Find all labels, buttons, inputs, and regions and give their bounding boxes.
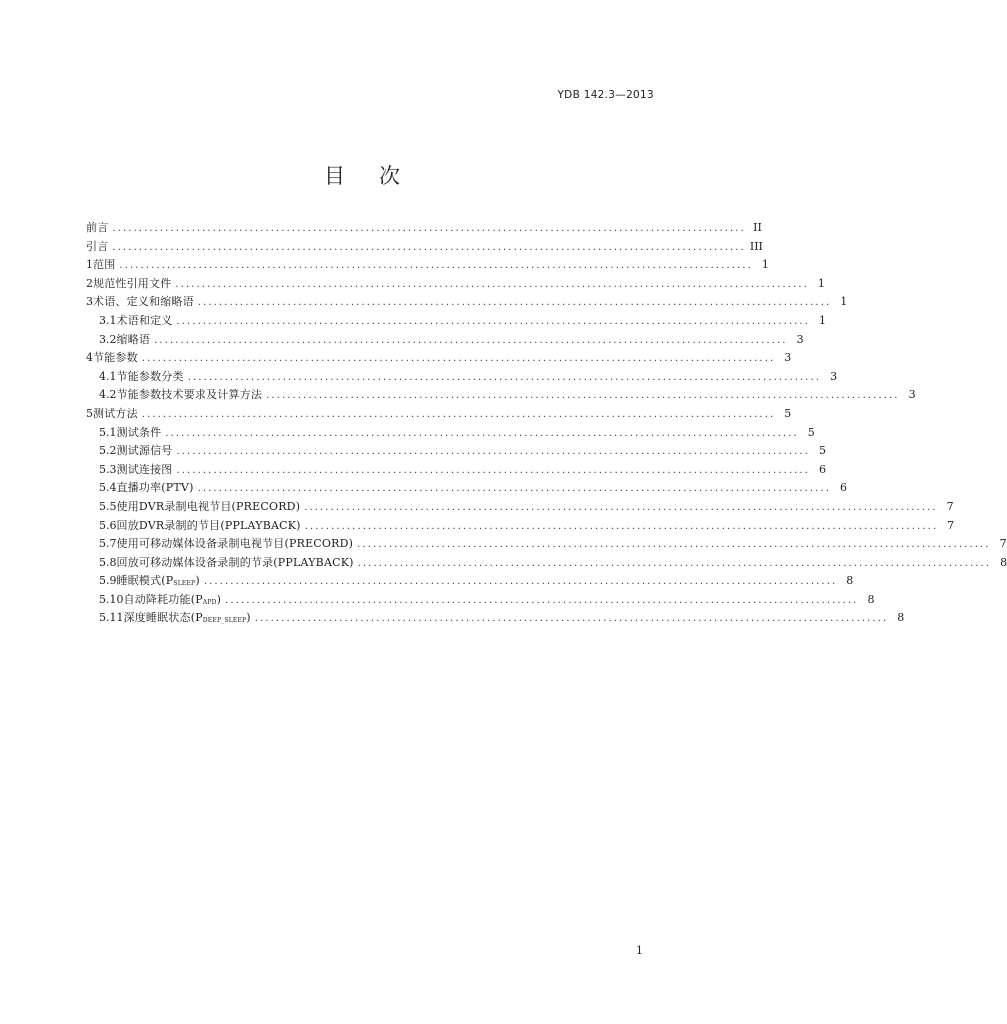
toc-entry-page: 8	[867, 592, 875, 606]
toc-leader-dots: ........................................................................................................................	[203, 576, 838, 588]
toc-entry-page: 5	[784, 406, 792, 420]
toc-entry-label-text: 直播功率(PTV)	[116, 481, 194, 495]
toc-entry-number: 2	[86, 276, 93, 290]
toc-entry[interactable]	[86, 535, 1007, 554]
toc-entry-page: 6	[818, 462, 826, 476]
toc-entry-page: 8	[1000, 555, 1007, 569]
toc-leader-dots: ........................................................................................................................	[176, 315, 810, 327]
toc-entry-label-text: 测试源信号	[116, 444, 173, 458]
toc-entry-page: 7	[947, 518, 955, 532]
toc-entry-number: 3.2	[99, 332, 117, 346]
toc-leader-dots: ........................................................................................................................	[254, 613, 889, 625]
toc-leader-dots: ........................................................................................................................	[141, 408, 776, 420]
title-char-2: 次	[379, 164, 400, 188]
toc-entry[interactable]	[86, 554, 1007, 573]
toc-leader-dots: ........................................................................................................................	[112, 241, 746, 253]
toc-entry-label	[117, 424, 162, 443]
toc-entry-label	[117, 331, 151, 350]
toc-entry-label-text: 测试方法	[93, 406, 138, 420]
toc-entry-label	[117, 368, 184, 387]
toc-entry-label-text: 节能参数分类	[116, 369, 184, 383]
toc-entry-label	[93, 405, 138, 424]
title-char-1: 目	[324, 164, 345, 188]
toc-entry[interactable]	[86, 219, 762, 238]
page-number: 1	[636, 944, 643, 957]
toc-entry-page: 8	[846, 574, 854, 588]
toc-entry[interactable]	[86, 461, 826, 480]
toc-entry-label-text: 使用DVR录制电视节目(PRECORD)	[116, 499, 301, 513]
toc-entry[interactable]	[86, 498, 954, 517]
toc-entry-label-text: 使用可移动媒体设备录制电视节目(PRECORD)	[116, 537, 354, 551]
toc-leader-dots: ........................................................................................................................	[187, 371, 822, 383]
toc-leader-dots: ........................................................................................................................	[304, 501, 938, 513]
toc-entry[interactable]	[86, 238, 763, 257]
toc-entry-label-text: 缩略语	[116, 332, 151, 346]
toc-entry-label	[117, 535, 354, 554]
toc-entry[interactable]	[86, 256, 769, 275]
toc-entry-page: 8	[897, 611, 905, 625]
toc-entry-number: 5.2	[99, 444, 117, 458]
toc-entry-number: 3.1	[99, 313, 117, 327]
toc-entry-label-text: 规范性引用文件	[93, 276, 172, 290]
toc-entry-page: III	[749, 239, 763, 253]
toc-entry-page: 5	[818, 444, 826, 458]
toc-entry-label	[117, 386, 263, 405]
toc-entry-number: 5.5	[99, 499, 117, 513]
toc-entry-number: 5.6	[99, 518, 117, 532]
toc-leader-dots: ........................................................................................................................	[141, 353, 776, 365]
toc-leader-dots: ........................................................................................................................	[266, 390, 900, 402]
toc-entry-number: 5.4	[99, 481, 117, 495]
toc-entry[interactable]	[86, 424, 815, 443]
toc-entry-page: 3	[796, 332, 804, 346]
toc-entry-label	[117, 498, 301, 517]
toc-entry-label	[93, 349, 138, 368]
toc-entry-subscript: DEEP_SLEEP	[202, 617, 247, 625]
toc-entry-suffix: )	[195, 574, 200, 588]
toc-entry-label-text: 深度睡眠状态(P	[123, 611, 203, 625]
toc-entry[interactable]	[86, 517, 955, 536]
toc-entry-number: 4.1	[99, 369, 117, 383]
toc-entry-label	[117, 461, 173, 480]
toc-entry[interactable]	[86, 572, 854, 591]
toc-entry-label-text: 自动降耗功能(P	[123, 592, 203, 606]
toc-entry-page: 7	[946, 499, 954, 513]
toc-entry-label-text: 回放DVR录制的节目(PPLAYBACK)	[116, 518, 301, 532]
toc-entry[interactable]	[86, 442, 826, 461]
toc-entry-suffix: )	[246, 611, 251, 625]
toc-entry-number: 5	[86, 406, 93, 420]
toc-entry-label	[117, 312, 173, 331]
toc-entry-label-text: 回放可移动媒体设备录制的节录(PPLAYBACK)	[116, 555, 354, 569]
toc-entry-page: 3	[784, 351, 792, 365]
toc-entry-label-text: 前言	[86, 221, 109, 234]
toc-entry-page: 1	[818, 313, 826, 327]
toc-entry-label	[93, 256, 115, 275]
toc-entry[interactable]	[86, 275, 825, 294]
toc-entry-number: 5.10	[99, 592, 124, 606]
toc-leader-dots: ........................................................................................................................	[225, 594, 859, 606]
toc-leader-dots: ........................................................................................................................	[176, 446, 810, 458]
toc-entry[interactable]	[86, 312, 826, 331]
toc-entry-page: 3	[908, 388, 916, 402]
page-title	[0, 160, 724, 190]
toc-entry-number: 5.11	[99, 611, 124, 625]
toc-entry-label	[86, 219, 108, 238]
document-code: YDB 142.3—2013	[557, 89, 654, 101]
toc-entry[interactable]	[86, 609, 905, 628]
toc-entry-page: 3	[830, 369, 838, 383]
toc-entry-number: 5.1	[99, 425, 117, 439]
toc-entry-number: 5.3	[99, 462, 117, 476]
toc-entry-label	[117, 442, 173, 461]
toc-entry-number: 5.7	[99, 537, 117, 551]
toc-entry[interactable]	[86, 405, 792, 424]
toc-entry-label-text: 范围	[93, 258, 116, 272]
toc-entry-label-text: 术语和定义	[116, 313, 173, 327]
toc-leader-dots: ........................................................................................................................	[176, 464, 810, 476]
toc-entry[interactable]	[86, 368, 838, 387]
toc-entry-label-text: 术语、定义和缩略语	[93, 295, 194, 309]
toc-entry-label	[117, 479, 194, 498]
toc-leader-dots: ........................................................................................................................	[304, 520, 939, 532]
toc-entry-number: 4	[86, 351, 93, 365]
toc-entry-page: 1	[761, 258, 769, 272]
toc-entry-page: 1	[817, 276, 825, 290]
toc-entry-label-text: 睡眠模式(P	[116, 574, 174, 588]
toc-entry-page: 5	[807, 425, 815, 439]
toc-entry-label	[124, 609, 251, 631]
toc-entry-page: II	[753, 221, 762, 234]
toc-entry-label-text: 节能参数	[93, 351, 138, 365]
toc-entry-number: 4.2	[99, 388, 117, 402]
toc-entry-label-text: 测试条件	[116, 425, 162, 439]
toc-entry-label	[117, 554, 354, 573]
toc-leader-dots: ........................................................................................................................	[112, 223, 746, 234]
table-of-contents	[86, 219, 1007, 628]
toc-entry[interactable]	[86, 479, 848, 498]
toc-entry-suffix: )	[216, 592, 222, 606]
toc-leader-dots: ........................................................................................................................	[154, 334, 788, 346]
toc-entry-subscript: SLEEP	[173, 580, 196, 588]
toc-entry-label	[93, 275, 171, 294]
toc-entry[interactable]	[86, 293, 848, 312]
toc-entry[interactable]	[86, 349, 792, 368]
toc-entry-page: 7	[999, 537, 1007, 551]
toc-leader-dots: ........................................................................................................................	[119, 260, 753, 272]
toc-entry[interactable]	[86, 591, 875, 610]
toc-leader-dots: ........................................................................................................................	[197, 483, 832, 495]
toc-leader-dots: ........................................................................................................................	[197, 297, 832, 309]
toc-entry-label-text: 测试连接图	[116, 462, 173, 476]
toc-entry[interactable]	[86, 331, 804, 350]
toc-entry-label	[86, 238, 108, 257]
toc-leader-dots: ........................................................................................................................	[357, 539, 991, 551]
toc-entry[interactable]	[86, 386, 916, 405]
toc-entry-label	[93, 293, 194, 312]
toc-entry-label	[117, 517, 301, 536]
toc-entry-subscript: APD	[202, 598, 217, 606]
toc-entry-page: 1	[840, 295, 848, 309]
toc-entry-number: 3	[86, 295, 93, 309]
toc-entry-label-text: 引言	[86, 239, 109, 253]
toc-entry-number: 1	[86, 258, 93, 272]
toc-leader-dots: ........................................................................................................................	[175, 278, 809, 290]
toc-entry-number: 5.8	[99, 555, 117, 569]
toc-entry-number: 5.9	[99, 574, 117, 588]
toc-entry-page: 6	[840, 481, 848, 495]
toc-leader-dots: ........................................................................................................................	[165, 427, 799, 439]
toc-entry-label-text: 节能参数技术要求及计算方法	[116, 388, 263, 402]
toc-leader-dots: ........................................................................................................................	[357, 557, 992, 569]
